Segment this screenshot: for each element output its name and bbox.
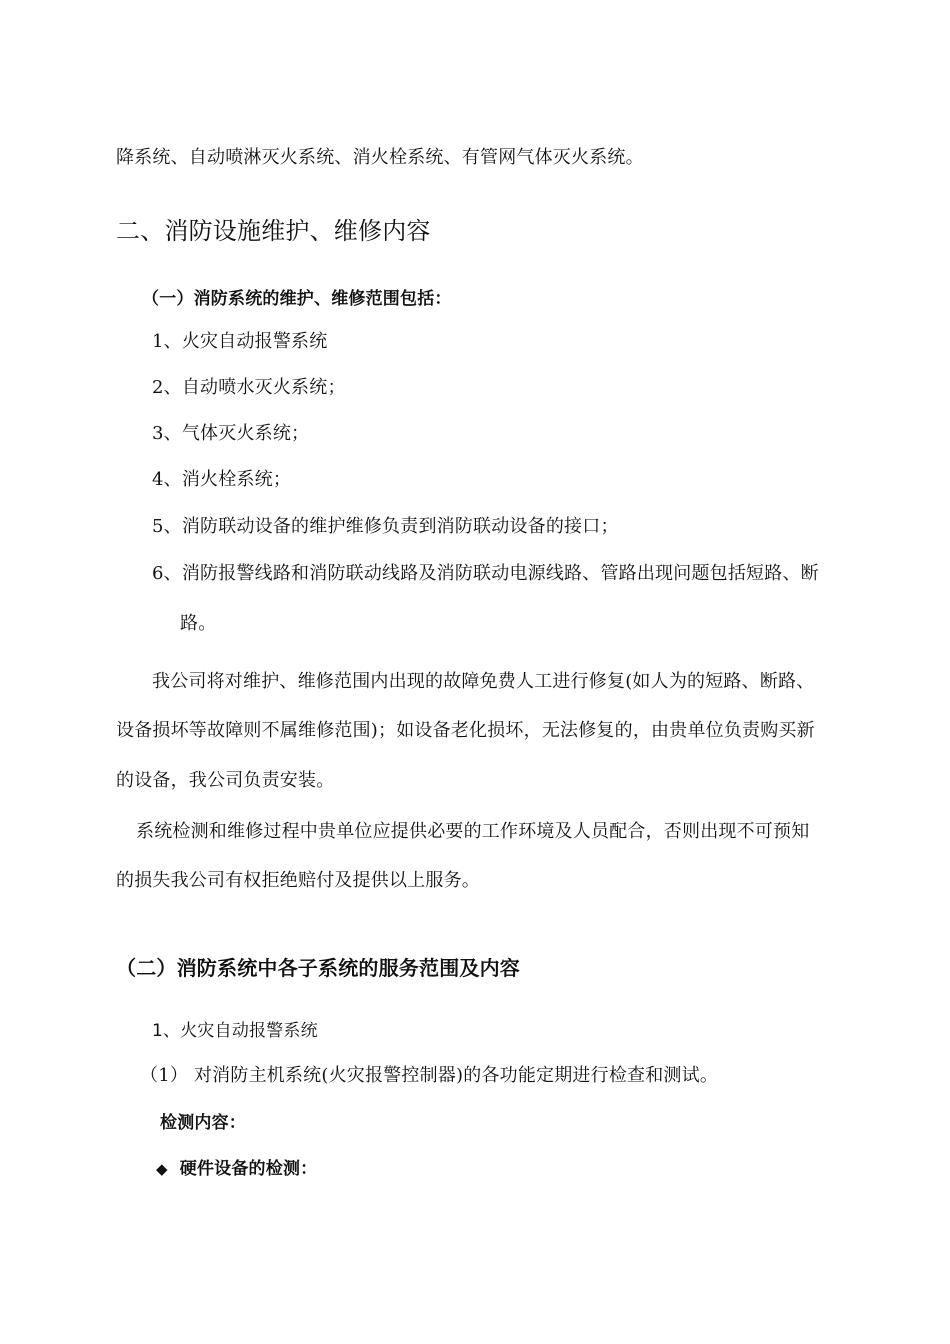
paragraph-line: 设备损坏等故障则不属维修范围)；如设备老化损坏，无法修复的，由贵单位负责购买新: [116, 720, 815, 741]
paragraph-line: 我公司将对维护、维修范围内出现的故障免费人工进行修复(如人为的短路、断路、: [152, 671, 815, 692]
sub-item-heading: 1、火灾自动报警系统: [152, 1021, 318, 1041]
detect-heading: 检测内容：: [160, 1113, 246, 1133]
list-item: 3、气体灭火系统；: [152, 423, 310, 444]
subsection-heading-1: （一）消防系统的维护、维修范围包括：: [142, 289, 452, 309]
section-title: 二、消防设施维护、维修内容: [116, 217, 431, 245]
list-item: 1、火灾自动报警系统: [152, 331, 328, 352]
list-item: 5、消防联动设备的维护维修负责到消防联动设备的接口；: [152, 516, 619, 537]
list-item: 4、消火栓系统；: [152, 469, 292, 490]
list-item: 2、自动喷水灭火系统；: [152, 377, 346, 398]
paragraph-line: 系统检测和维修过程中贵单位应提供必要的工作环境及人员配合，否则出现不可预知: [136, 821, 810, 842]
intro-continuation: 降系统、自动喷淋灭火系统、消火栓系统、有管网气体灭火系统。: [116, 147, 644, 168]
list-item-continuation: 路。: [180, 613, 217, 634]
bullet-item: [156, 1157, 317, 1181]
list-item: 6、消防报警线路和消防联动线路及消防联动电源线路、管路出现问题包括短路、断: [152, 563, 819, 584]
paragraph-line: 的设备，我公司负责安装。: [116, 770, 335, 791]
bullet-text: 硬件设备的检测：: [179, 1159, 318, 1179]
diamond-bullet-icon: ◆: [156, 1160, 168, 1178]
subsection-heading-2: （二）消防系统中各子系统的服务范围及内容: [116, 956, 520, 980]
paragraph-line: 的损失我公司有权拒绝赔付及提供以上服务。: [116, 870, 480, 891]
sub-item-line: （1） 对消防主机系统(火灾报警控制器)的各功能定期进行检查和测试。: [140, 1065, 719, 1086]
